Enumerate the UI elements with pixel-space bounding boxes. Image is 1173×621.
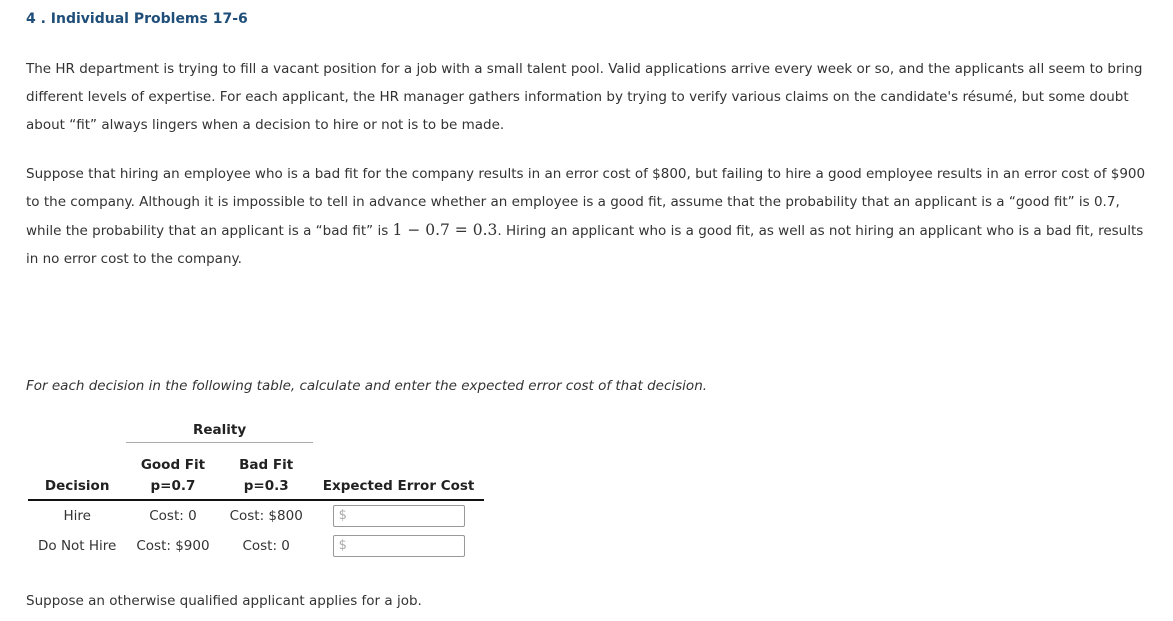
do-not-hire-expected-cost-input[interactable] (347, 537, 456, 554)
decision-cell: Do Not Hire (38, 538, 117, 554)
good-fit-cost-cell: Cost: 0 (149, 508, 197, 524)
hire-expected-cost-field[interactable] (333, 505, 465, 527)
empty-header (313, 418, 485, 443)
scenario-paragraph (26, 160, 1146, 273)
empty-header (28, 418, 126, 443)
dollar-sign: $ (338, 538, 347, 553)
empty-header (28, 443, 126, 474)
good-fit-probability: p=0.7 (126, 473, 219, 500)
intro-paragraph: The HR department is trying to fill a vacant position for a job with a small talent pool. Valid applications arrive every week or so, and the applicants all seem to bring different levels of expertise. For each applicant, the HR manager gathers information by trying to verify various claims on the candidate's résumé, but some doubt about “fit” always lingers when a decision to hire or not is to be made. (26, 61, 1143, 133)
bad-fit-cost-cell: Cost: $800 (229, 508, 303, 524)
scenario-text-2: . Hiring an applicant who is a good fit, as well as not hiring an applicant who is a bad fit, results in no error cost to the company. (26, 223, 1144, 267)
followup-paragraph: Suppose an otherwise qualified applicant applies for a job. (26, 593, 422, 609)
empty-header (313, 443, 485, 474)
good-fit-header: Good Fit (140, 457, 206, 473)
table-row-do-not-hire (28, 531, 484, 561)
expected-cost-header: Expected Error Cost (313, 473, 485, 500)
bad-fit-cost-cell: Cost: 0 (242, 538, 290, 554)
expected-cost-table (28, 418, 484, 561)
probability-equation: 1 − 0.7 = 0.3 (392, 221, 498, 239)
reality-header: Reality (126, 418, 312, 443)
hire-expected-cost-input[interactable] (347, 507, 456, 524)
instructions: For each decision in the following table, calculate and enter the expected error cost of that decision. (26, 378, 708, 394)
scenario-text-1: Suppose that hiring an employee who is a bad fit for the company results in an error cost of $800, but failing to hire a good employee results in an error cost of $900 to the company. Although it is impossible to tell in advance whether an employee is a good fit, assume that the probability that an applicant is a “good fit” is 0.7, while the probability that an applicant is a “bad fit” is (26, 166, 1146, 239)
table-row-hire (28, 500, 484, 531)
good-fit-cost-cell: Cost: $900 (136, 538, 210, 554)
decision-cell: Hire (63, 508, 91, 524)
bad-fit-header: Bad Fit (239, 457, 294, 473)
problem-title: 4 . Individual Problems 17-6 (26, 11, 248, 27)
expected-cost-cell (313, 500, 485, 531)
decision-header: Decision (28, 473, 126, 500)
expected-cost-cell (313, 531, 485, 561)
dollar-sign: $ (338, 508, 347, 523)
bad-fit-probability: p=0.3 (220, 473, 313, 500)
do-not-hire-expected-cost-field[interactable] (333, 535, 465, 557)
